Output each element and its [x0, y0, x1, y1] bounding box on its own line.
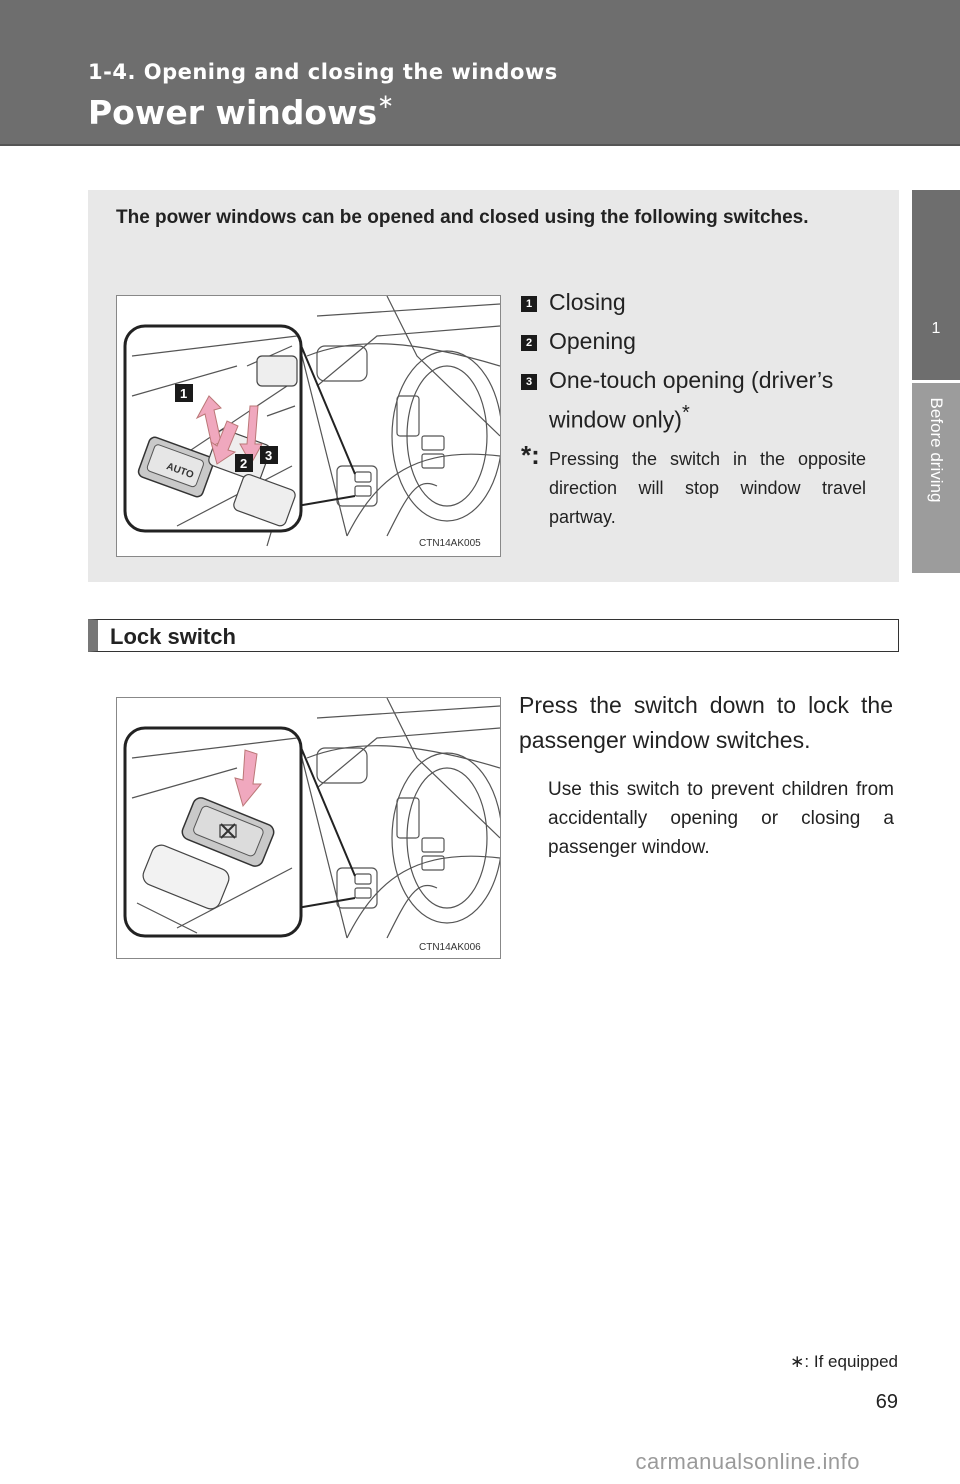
lock-switch-note: Use this switch to prevent children from accidentally opening or closing a passenger window. [548, 779, 894, 858]
page-header [0, 0, 960, 146]
lock-switch-drawing [117, 698, 500, 958]
footnote-text: Pressing the switch in the opposite direction will stop window travel partway. [549, 448, 866, 527]
if-equipped-note: ∗: If equipped [790, 1352, 898, 1371]
legend-item-one-touch [521, 364, 866, 437]
svg-text:1: 1 [180, 386, 188, 401]
legend-item-opening [521, 325, 866, 358]
lock-switch-heading: Lock switch [88, 619, 899, 652]
page-title-text: Power windows [88, 93, 378, 132]
lock-switch-illustration [116, 697, 501, 959]
page-number: 69 [875, 1391, 898, 1413]
legend-label: Opening [549, 328, 636, 354]
number-badge-1: 1 [521, 296, 537, 312]
window-switch-illustration [116, 295, 501, 557]
number-badge-2: 2 [521, 335, 537, 351]
svg-text:AUTO: AUTO [164, 461, 196, 482]
legend-label: One-touch opening (driver’s window only) [549, 367, 834, 433]
if-equipped-mark: ∗ [377, 89, 394, 113]
number-badge-3: 3 [521, 374, 537, 390]
chapter-label: Before driving [927, 397, 946, 503]
footnote-mark: *: [521, 439, 540, 470]
intro-text: The power windows can be opened and closed using the following switches. [116, 207, 809, 228]
legend-label: Closing [549, 289, 626, 315]
lock-switch-lead: Press the switch down to lock the passenger window switches. [519, 692, 893, 753]
watermark-text: carmanualsonline.info [635, 1449, 860, 1474]
footnote [521, 439, 866, 532]
illustration-code: CTN14AK005 [419, 538, 481, 549]
switch-legend [521, 286, 866, 532]
illustration-code: CTN14AK006 [419, 942, 481, 953]
svg-text:2: 2 [240, 456, 248, 471]
watermark [0, 1440, 960, 1484]
svg-text:3: 3 [265, 448, 273, 463]
window-switch-drawing [117, 296, 500, 556]
section-label: 1-4. Opening and closing the windows [88, 60, 558, 84]
chapter-number: 1 [931, 320, 941, 337]
legend-item-closing [521, 286, 866, 319]
footnote-asterisk: * [681, 402, 690, 424]
page-title [88, 89, 394, 132]
chapter-tab [912, 190, 960, 380]
